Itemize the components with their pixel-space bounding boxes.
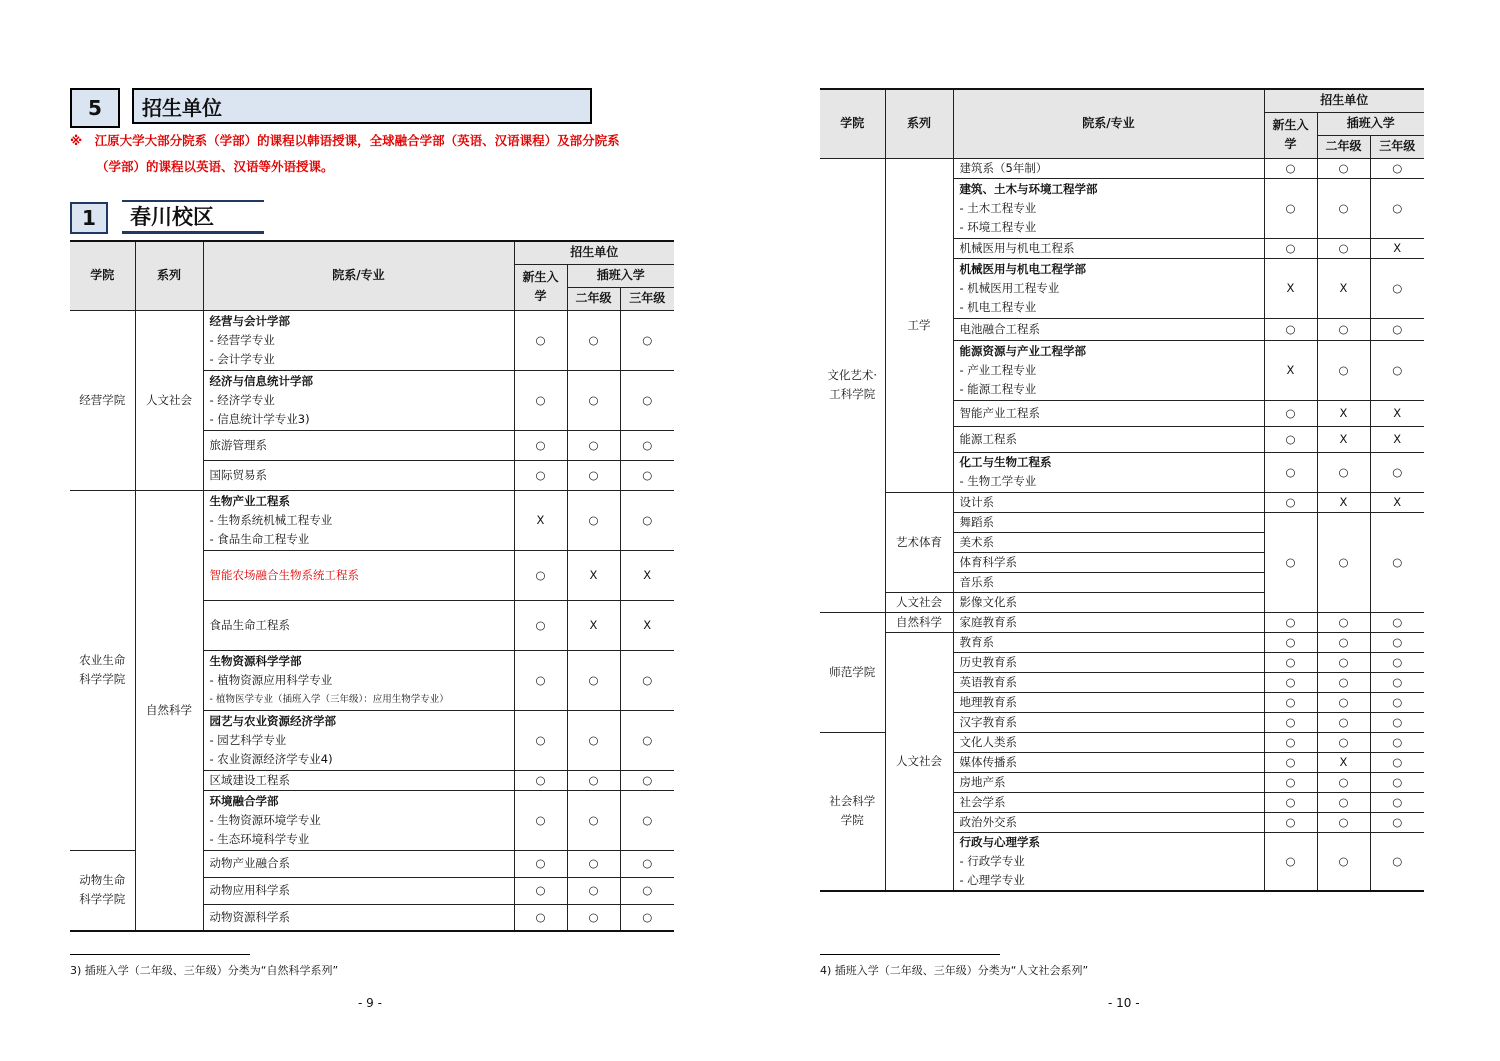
- note-line-1: ※ 江原大学大部分院系（学部）的课程以韩语授课，全球融合学部（英语、汉语课程）及部分院系: [70, 133, 620, 148]
- major-cell: [953, 632, 1264, 652]
- mark-new: ○: [514, 710, 567, 770]
- unit-name: 电池融合工程系: [959, 321, 1040, 336]
- unit-name: 机械医用与机电工程系: [959, 240, 1075, 255]
- footnote-divider: [820, 954, 1000, 955]
- major-cell: [953, 158, 1264, 178]
- mark-grade3: X: [1370, 238, 1424, 258]
- major-cell: [953, 692, 1264, 712]
- new-label-2: 学: [1284, 137, 1297, 151]
- series-cell: 工学: [885, 158, 953, 492]
- col-header-transfer: 插班入学: [567, 264, 674, 287]
- unit-name: 教育系: [959, 634, 994, 649]
- sub-major: - 心理学专业: [959, 872, 1025, 887]
- major-cell: [203, 490, 514, 550]
- mark-grade3: ○: [1370, 258, 1424, 318]
- mark-grade2: ○: [1317, 812, 1370, 832]
- unit-name: 环境融合学部: [209, 793, 279, 808]
- mark-new: ○: [1264, 400, 1317, 426]
- unit-name: 能源工程系: [959, 431, 1017, 446]
- sub-major: - 能源工程专业: [959, 381, 1037, 396]
- table-row: [820, 632, 1424, 652]
- page-number: - 9 -: [358, 996, 382, 1010]
- major-cell: [953, 318, 1264, 340]
- mark-grade3: ○: [620, 877, 674, 904]
- major-cell: [953, 672, 1264, 692]
- major-cell: [953, 792, 1264, 812]
- sub-major: - 经济学专业: [209, 392, 275, 407]
- unit-name: 建筑、土木与环境工程学部: [959, 181, 1098, 196]
- major-cell: [203, 370, 514, 430]
- mark-grade3: ○: [1370, 178, 1424, 238]
- major-cell: [203, 710, 514, 770]
- unit-name: 政治外交系: [959, 814, 1017, 829]
- unit-name: 智能产业工程系: [959, 405, 1040, 420]
- major-cell: [203, 550, 514, 600]
- mark-new: ○: [1264, 512, 1317, 612]
- mark-grade3: ○: [1370, 752, 1424, 772]
- major-cell: [953, 426, 1264, 452]
- sub-major: - 生态环境科学专业: [209, 831, 310, 846]
- mark-new: ○: [1264, 318, 1317, 340]
- major-cell: [953, 592, 1264, 612]
- mark-new: ○: [1264, 832, 1317, 891]
- col-header-major: 院系/专业: [203, 241, 514, 310]
- major-cell: [953, 178, 1264, 238]
- unit-name: 社会学系: [959, 794, 1006, 809]
- footnote: 4) 插班入学（二年级、三年级）分类为“人文社会系列”: [820, 964, 1089, 977]
- mark-new: ○: [1264, 612, 1317, 632]
- sub-major: - 信息统计学专业3): [209, 411, 310, 426]
- unit-name: 生物产业工程系: [209, 493, 290, 508]
- mark-grade3: ○: [1370, 340, 1424, 400]
- mark-grade3: ○: [1370, 712, 1424, 732]
- mark-grade3: ○: [620, 710, 674, 770]
- major-cell: [203, 904, 514, 931]
- mark-grade2: ○: [1317, 158, 1370, 178]
- major-cell: [953, 340, 1264, 400]
- mark-new: ○: [1264, 692, 1317, 712]
- sub-major: - 农业资源经济学专业4): [209, 751, 333, 766]
- major-cell: [953, 732, 1264, 752]
- mark-grade2: X: [1317, 400, 1370, 426]
- mark-grade3: X: [1370, 400, 1424, 426]
- unit-name: 舞蹈系: [959, 514, 994, 529]
- major-cell: [953, 772, 1264, 792]
- mark-grade3: ○: [620, 370, 674, 430]
- major-cell: [203, 650, 514, 710]
- mark-grade2: ○: [1317, 732, 1370, 752]
- table-row: [820, 158, 1424, 178]
- mark-grade3: ○: [620, 790, 674, 850]
- series-cell: 人文社会: [885, 632, 953, 891]
- col-header-group: 招生单位: [514, 241, 674, 264]
- mark-new: ○: [1264, 732, 1317, 752]
- sub-major: - 园艺科学专业: [209, 732, 287, 747]
- mark-grade2: X: [567, 600, 620, 650]
- mark-new: ○: [1264, 812, 1317, 832]
- col-header-series: 系列: [135, 241, 203, 310]
- table-row: [820, 492, 1424, 512]
- unit-name: 园艺与农业资源经济学部: [209, 713, 336, 728]
- major-cell: [203, 877, 514, 904]
- unit-name: 文化人类系: [959, 734, 1017, 749]
- major-cell: [953, 452, 1264, 492]
- mark-grade3: ○: [1370, 318, 1424, 340]
- campus-title: 春川校区: [122, 200, 264, 234]
- mark-grade3: X: [620, 600, 674, 650]
- unit-name: 旅游管理系: [209, 437, 267, 452]
- major-cell: [953, 400, 1264, 426]
- unit-name: 生物资源科学学部: [209, 653, 302, 668]
- unit-name: 历史教育系: [959, 654, 1017, 669]
- sub-major: - 生物系统机械工程专业: [209, 512, 333, 527]
- mark-grade2: X: [567, 550, 620, 600]
- unit-name: 食品生命工程系: [209, 617, 290, 632]
- unit-name: 经济与信息统计学部: [209, 373, 313, 388]
- mark-grade2: ○: [1317, 672, 1370, 692]
- mark-grade3: ○: [1370, 672, 1424, 692]
- sub-major: - 机电工程专业: [959, 299, 1037, 314]
- mark-grade2: ○: [567, 877, 620, 904]
- mark-grade2: ○: [1317, 318, 1370, 340]
- major-cell: [203, 790, 514, 850]
- mark-new: ○: [1264, 492, 1317, 512]
- unit-name: 动物产业融合系: [209, 856, 290, 870]
- mark-grade3: ○: [1370, 732, 1424, 752]
- college-cell: 动物生命科学学院: [70, 850, 135, 931]
- sub-major: - 植物医学专业（插班入学（三年级）：应用生物学专业）: [209, 693, 449, 705]
- mark-new: ○: [514, 650, 567, 710]
- mark-grade2: ○: [1317, 340, 1370, 400]
- major-cell: [203, 460, 514, 490]
- mark-grade2: ○: [1317, 692, 1370, 712]
- col-header-series: 系列: [885, 89, 953, 158]
- sub-major: - 食品生命工程专业: [209, 531, 310, 546]
- mark-grade2: ○: [1317, 238, 1370, 258]
- mark-grade2: ○: [567, 490, 620, 550]
- mark-grade3: ○: [620, 650, 674, 710]
- mark-new: ○: [1264, 752, 1317, 772]
- major-cell: [953, 712, 1264, 732]
- mark-grade2: X: [1317, 492, 1370, 512]
- mark-grade2: ○: [1317, 512, 1370, 612]
- mark-grade3: ○: [1370, 692, 1424, 712]
- unit-name: 汉字教育系: [959, 714, 1017, 729]
- sub-major: - 植物资源应用科学专业: [209, 672, 333, 687]
- mark-grade3: ○: [1370, 792, 1424, 812]
- major-cell: [953, 612, 1264, 632]
- col-header-transfer: 插班入学: [1317, 112, 1424, 135]
- campus-header: [70, 200, 266, 236]
- mark-grade3: ○: [1370, 158, 1424, 178]
- sub-major: - 机械医用工程专业: [959, 280, 1060, 295]
- mark-new: ○: [514, 877, 567, 904]
- mark-grade2: ○: [1317, 792, 1370, 812]
- table-row: [70, 310, 674, 370]
- mark-new: ○: [514, 550, 567, 600]
- mark-grade2: ○: [1317, 712, 1370, 732]
- major-cell: [953, 652, 1264, 672]
- mark-grade3: ○: [620, 460, 674, 490]
- major-cell: [953, 572, 1264, 592]
- table-row: [70, 490, 674, 550]
- col-header-group: 招生单位: [1264, 89, 1424, 112]
- college-cell: 农业生命科学学院: [70, 490, 135, 850]
- note-line-2: （学部）的课程以英语、汉语等外语授课。: [96, 159, 334, 174]
- col-header-grade3: 三年级: [1370, 135, 1424, 158]
- new-label-1: 新生入: [522, 270, 559, 284]
- mark-grade3: ○: [1370, 812, 1424, 832]
- series-cell: 人文社会: [135, 310, 203, 490]
- mark-grade2: ○: [567, 904, 620, 931]
- major-cell: [953, 812, 1264, 832]
- sub-major: - 产业工程专业: [959, 362, 1037, 377]
- unit-name: 机械医用与机电工程学部: [959, 261, 1086, 276]
- mark-grade2: ○: [567, 370, 620, 430]
- footnote-divider: [70, 954, 250, 955]
- mark-new: ○: [1264, 632, 1317, 652]
- sub-major: - 生物资源环境学专业: [209, 812, 321, 827]
- major-cell: [203, 430, 514, 460]
- major-cell: [953, 832, 1264, 891]
- mark-grade2: ○: [1317, 652, 1370, 672]
- major-cell: [953, 492, 1264, 512]
- admission-table-right: [820, 88, 1424, 892]
- mark-grade3: X: [620, 550, 674, 600]
- page-right: [750, 0, 1500, 1061]
- col-header-college: 学院: [820, 89, 885, 158]
- mark-grade2: X: [1317, 752, 1370, 772]
- mark-new: ○: [1264, 158, 1317, 178]
- mark-new: ○: [514, 790, 567, 850]
- mark-grade2: ○: [567, 790, 620, 850]
- unit-name: 区域建设工程系: [209, 772, 290, 787]
- mark-new: ○: [1264, 712, 1317, 732]
- mark-new: ○: [1264, 652, 1317, 672]
- major-cell: [953, 752, 1264, 772]
- mark-grade2: ○: [1317, 452, 1370, 492]
- mark-grade3: ○: [1370, 652, 1424, 672]
- unit-name: 动物应用科学系: [209, 883, 290, 897]
- new-label-1: 新生入: [1272, 118, 1309, 132]
- mark-grade2: ○: [567, 650, 620, 710]
- major-cell: [953, 512, 1264, 532]
- series-cell: 人文社会: [885, 592, 953, 612]
- series-cell: 自然科学: [135, 490, 203, 931]
- mark-new: X: [514, 490, 567, 550]
- section-title: 招生单位: [132, 88, 592, 124]
- major-cell: [203, 600, 514, 650]
- mark-new: ○: [514, 430, 567, 460]
- admission-table-left: [70, 240, 674, 932]
- mark-new: ○: [514, 310, 567, 370]
- sub-major: - 环境工程专业: [959, 219, 1037, 234]
- series-cell: 艺术体育: [885, 492, 953, 592]
- col-header-grade2: 二年级: [1317, 135, 1370, 158]
- section-number: 5: [70, 88, 120, 128]
- col-header-new: [514, 264, 567, 310]
- mark-grade2: ○: [1317, 832, 1370, 891]
- mark-grade3: ○: [620, 904, 674, 931]
- mark-grade3: ○: [620, 850, 674, 877]
- campus-number: 1: [70, 202, 108, 234]
- mark-grade2: ○: [567, 430, 620, 460]
- mark-grade2: ○: [567, 460, 620, 490]
- major-cell: [203, 850, 514, 877]
- unit-name: 能源资源与产业工程学部: [959, 343, 1086, 358]
- col-header-grade3: 三年级: [620, 287, 674, 310]
- col-header-major: 院系/专业: [953, 89, 1264, 158]
- major-cell: [203, 770, 514, 790]
- mark-new: X: [1264, 340, 1317, 400]
- mark-new: ○: [1264, 672, 1317, 692]
- mark-grade3: ○: [1370, 512, 1424, 612]
- mark-new: ○: [514, 460, 567, 490]
- mark-new: ○: [514, 770, 567, 790]
- mark-grade2: ○: [1317, 612, 1370, 632]
- mark-grade3: X: [1370, 492, 1424, 512]
- mark-grade3: ○: [620, 310, 674, 370]
- unit-name: 化工与生物工程系: [959, 455, 1052, 469]
- unit-name: 房地产系: [959, 774, 1006, 789]
- table-row: [820, 612, 1424, 632]
- major-cell: [953, 238, 1264, 258]
- sub-major: - 行政学专业: [959, 853, 1025, 868]
- mark-grade2: ○: [1317, 772, 1370, 792]
- unit-name: 地理教育系: [959, 694, 1017, 709]
- unit-name: 媒体传播系: [959, 754, 1017, 769]
- mark-grade3: ○: [1370, 612, 1424, 632]
- unit-name: 家庭教育系: [959, 614, 1017, 629]
- mark-grade3: X: [1370, 426, 1424, 452]
- college-cell: 经营学院: [70, 310, 135, 490]
- sub-major: - 土木工程专业: [959, 200, 1037, 215]
- mark-new: ○: [1264, 238, 1317, 258]
- mark-grade3: ○: [620, 490, 674, 550]
- col-header-college: 学院: [70, 241, 135, 310]
- major-cell: [953, 532, 1264, 552]
- unit-name: 美术系: [959, 534, 994, 549]
- unit-name: 体育科学系: [959, 554, 1017, 569]
- unit-name: 国际贸易系: [209, 467, 267, 482]
- mark-grade3: ○: [620, 430, 674, 460]
- unit-name: 智能农场融合生物系统工程系: [209, 567, 359, 582]
- unit-name: 行政与心理学系: [959, 834, 1040, 849]
- mark-grade2: X: [1317, 258, 1370, 318]
- section-header: [70, 88, 596, 128]
- mark-new: ○: [514, 904, 567, 931]
- mark-new: ○: [514, 600, 567, 650]
- new-label-2: 学: [534, 289, 547, 303]
- sub-major: - 会计学专业: [209, 351, 275, 366]
- unit-name: 英语教育系: [959, 674, 1017, 689]
- page-number: - 10 -: [1108, 996, 1140, 1010]
- mark-grade2: ○: [567, 850, 620, 877]
- mark-grade2: ○: [567, 770, 620, 790]
- mark-grade3: ○: [620, 770, 674, 790]
- mark-new: ○: [1264, 178, 1317, 238]
- mark-grade2: ○: [567, 710, 620, 770]
- mark-new: ○: [514, 850, 567, 877]
- mark-new: X: [1264, 258, 1317, 318]
- major-cell: [953, 552, 1264, 572]
- unit-name: 影像文化系: [959, 594, 1017, 609]
- college-cell: 文化艺术·工科学院: [820, 158, 885, 612]
- unit-name: 设计系: [959, 494, 994, 509]
- unit-name: 建筑系（5年制）: [959, 160, 1048, 175]
- college-cell: 师范学院: [820, 612, 885, 732]
- mark-new: ○: [1264, 772, 1317, 792]
- mark-grade2: ○: [1317, 178, 1370, 238]
- mark-grade3: ○: [1370, 772, 1424, 792]
- mark-grade2: ○: [1317, 632, 1370, 652]
- major-cell: [203, 310, 514, 370]
- mark-grade3: ○: [1370, 632, 1424, 652]
- unit-name: 音乐系: [959, 574, 994, 589]
- sub-major: - 生物工学专业: [959, 474, 1037, 488]
- major-cell: [953, 258, 1264, 318]
- mark-new: ○: [1264, 792, 1317, 812]
- language-note: [70, 128, 690, 180]
- mark-new: ○: [1264, 452, 1317, 492]
- unit-name: 经营与会计学部: [209, 313, 290, 328]
- mark-new: ○: [1264, 426, 1317, 452]
- college-cell: 社会科学学院: [820, 732, 885, 891]
- sub-major: - 经营学专业: [209, 332, 275, 347]
- col-header-new: [1264, 112, 1317, 158]
- mark-grade2: X: [1317, 426, 1370, 452]
- series-cell: 自然科学: [885, 612, 953, 632]
- mark-grade3: ○: [1370, 832, 1424, 891]
- col-header-grade2: 二年级: [567, 287, 620, 310]
- mark-new: ○: [514, 370, 567, 430]
- mark-grade2: ○: [567, 310, 620, 370]
- footnote: 3) 插班入学（二年级、三年级）分类为“自然科学系列”: [70, 964, 339, 977]
- unit-name: 动物资源科学系: [209, 909, 290, 924]
- mark-grade3: ○: [1370, 452, 1424, 492]
